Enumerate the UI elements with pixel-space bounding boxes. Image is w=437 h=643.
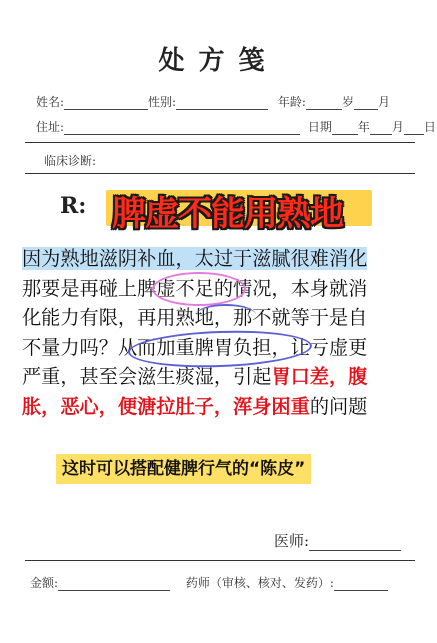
amount-label: 金额: xyxy=(30,576,59,590)
body-line-3-c: ，那不就等于是自 xyxy=(213,306,368,329)
date-day-unit: 日 xyxy=(423,120,436,134)
body-line-6 xyxy=(22,392,422,422)
patient-info-row-1 xyxy=(36,93,390,110)
date-month-unit: 月 xyxy=(391,120,404,134)
date-year-unit: 年 xyxy=(357,120,370,134)
headline: 脾虚不能用熟地 xyxy=(112,194,343,234)
body-line-4-a: 不量力吗？ xyxy=(22,335,118,359)
doctor-label: 医师: xyxy=(274,532,310,550)
body-line-1 xyxy=(22,244,422,274)
name-label: 姓名: xyxy=(36,95,65,109)
divider-top xyxy=(25,142,415,143)
patient-info-row-2 xyxy=(36,118,436,135)
address-field[interactable] xyxy=(64,122,300,135)
age-months-field[interactable] xyxy=(354,97,378,110)
tip-banner: 这时可以搭配健脾行气的“陈皮” xyxy=(56,454,311,484)
name-field[interactable] xyxy=(64,97,148,110)
footer-row xyxy=(30,574,388,591)
address-label: 住址: xyxy=(36,120,65,134)
body-line-4-c: ，让亏虚更 xyxy=(271,335,368,359)
body-line-2-a: 那要是再碰上 xyxy=(22,276,138,300)
body-line-3-a: 化能力有限，再用 xyxy=(22,306,176,329)
blue-underline-annotation xyxy=(196,304,256,326)
body-line-3-underlined: 熟地 xyxy=(175,306,214,329)
amount-field[interactable] xyxy=(58,578,170,591)
pink-circle-annotation xyxy=(152,272,246,306)
doctor-signature-row xyxy=(274,530,401,551)
body-line-2-circled: 脾虚不足 xyxy=(137,276,214,300)
gender-label: 性别: xyxy=(148,95,177,109)
body-line-5-a: 严重，甚至会滋生痰湿，引起 xyxy=(22,365,272,388)
pharmacist-label: 药师（审核、核对、发药）: xyxy=(185,576,334,590)
date-year-field[interactable] xyxy=(332,122,358,135)
gender-field[interactable] xyxy=(176,97,268,110)
body-line-4-circled: 从而加重脾胃负担 xyxy=(117,335,272,359)
body-line-5-red: 胃口差，腹 xyxy=(271,365,368,388)
age-label: 年龄: xyxy=(277,95,306,109)
body-line-6-red: 胀，恶心，便溏拉肚子，浑身困重 xyxy=(22,394,310,418)
pharmacist-field[interactable] xyxy=(334,578,388,591)
doctor-field[interactable] xyxy=(309,538,401,551)
age-years-field[interactable] xyxy=(306,97,342,110)
body-line-6-b: 的问题 xyxy=(309,394,368,418)
date-month-field[interactable] xyxy=(370,122,392,135)
age-month-unit: 月 xyxy=(377,95,390,109)
diagnosis-label: 临床诊断: xyxy=(44,154,97,168)
body-line-2-c: 的情况，本身就消 xyxy=(213,276,368,300)
date-day-field[interactable] xyxy=(404,122,424,135)
divider-diagnosis xyxy=(25,173,415,174)
date-label: 日期 xyxy=(307,120,332,134)
form-title: 处方笺 xyxy=(158,46,279,76)
divider-bottom xyxy=(25,560,415,561)
body-line-1-highlight: 因为熟地滋阴补血，太过于滋腻很难消化 xyxy=(22,247,368,270)
rx-symbol: R: xyxy=(60,193,87,219)
age-year-unit: 岁 xyxy=(341,95,354,109)
